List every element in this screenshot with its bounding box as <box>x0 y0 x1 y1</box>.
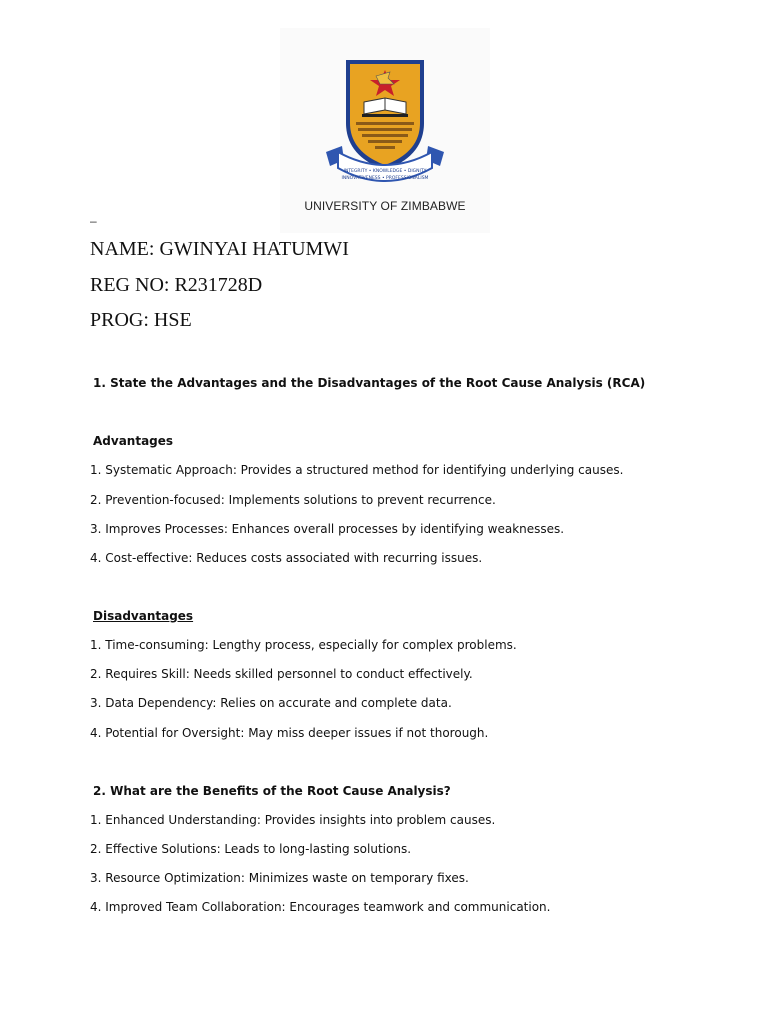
question-2-title: 2. What are the Benefits of the Root Cause Analysis? <box>93 784 451 798</box>
advantage-item: 1. Systematic Approach: Provides a structured method for identifying underlying causes. <box>90 463 624 477</box>
disadvantages-heading: Disadvantages <box>93 609 194 623</box>
benefit-item: 4. Improved Team Collaboration: Encourages teamwork and communication. <box>90 900 551 914</box>
university-crest-icon <box>280 28 490 198</box>
benefit-item: 3. Resource Optimization: Minimizes waste on temporary fixes. <box>90 871 469 885</box>
logo-caption: UNIVERSITY OF ZIMBABWE <box>304 199 466 213</box>
ribbon-line-2: INNOVATIVENESS • PROFESSIONALISM <box>341 176 429 181</box>
question-1-title: 1. State the Advantages and the Disadvantages of the Root Cause Analysis (RCA) <box>93 376 646 390</box>
programme: PROG: HSE <box>90 309 192 331</box>
advantage-item: 4. Cost-effective: Reduces costs associated with recurring issues. <box>90 551 483 565</box>
advantage-item: 2. Prevention-focused: Implements solutions to prevent recurrence. <box>90 493 496 507</box>
disadvantage-item: 1. Time-consuming: Lengthy process, especially for complex problems. <box>90 638 517 652</box>
reg-number: REG NO: R231728D <box>90 274 263 296</box>
ribbon-line-1: INTEGRITY • KNOWLEDGE • DIGNITY <box>343 169 427 174</box>
disadvantage-item: 4. Potential for Oversight: May miss deeper issues if not thorough. <box>90 726 489 740</box>
benefit-item: 2. Effective Solutions: Leads to long-lasting solutions. <box>90 842 412 856</box>
disadvantage-item: 3. Data Dependency: Relies on accurate and complete data. <box>90 696 452 710</box>
student-name: NAME: GWINYAI HATUMWI <box>90 238 349 260</box>
benefit-item: 1. Enhanced Understanding: Provides insights into problem causes. <box>90 813 496 827</box>
dash-mark: – <box>90 214 97 228</box>
university-logo <box>280 28 490 233</box>
disadvantage-item: 2. Requires Skill: Needs skilled personnel to conduct effectively. <box>90 667 473 681</box>
advantages-heading: Advantages <box>93 434 174 448</box>
advantage-item: 3. Improves Processes: Enhances overall processes by identifying weaknesses. <box>90 522 565 536</box>
